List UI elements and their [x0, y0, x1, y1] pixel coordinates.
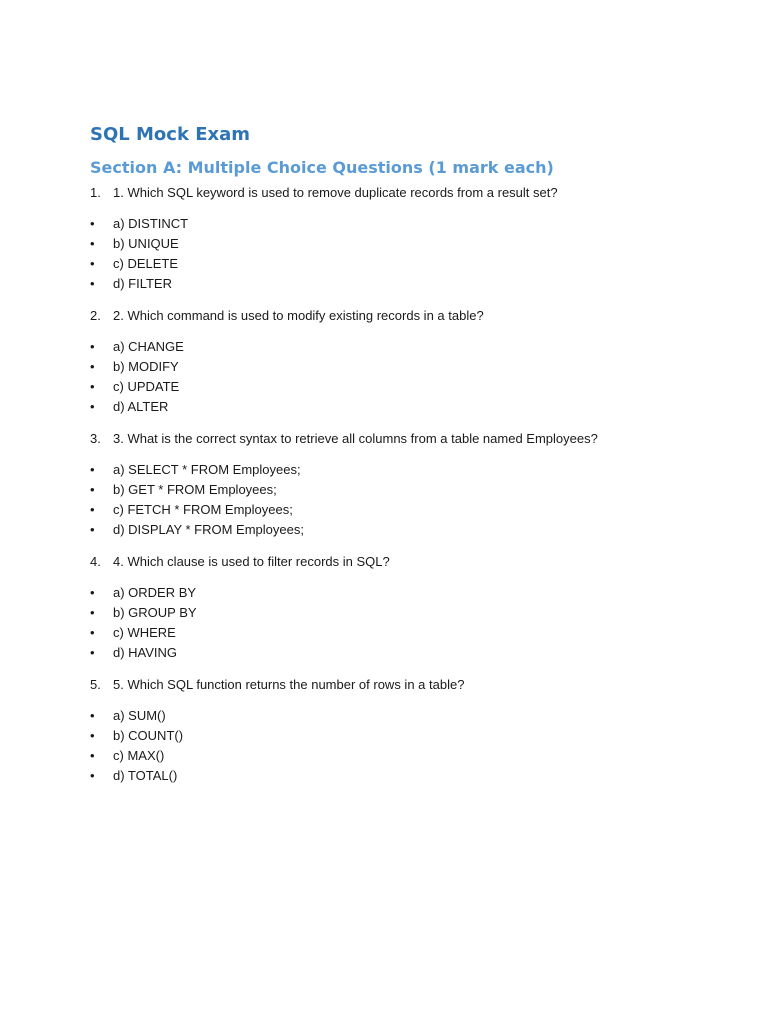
question-text: 4. Which clause is used to filter records in SQL? — [113, 554, 390, 569]
option-text: a) SUM() — [113, 708, 166, 723]
bullet-icon: • — [90, 522, 95, 537]
bullet-icon: • — [90, 728, 95, 743]
option-item — [90, 460, 710, 480]
option-item — [90, 500, 710, 520]
bullet-icon: • — [90, 359, 95, 374]
option-list — [90, 460, 710, 540]
question-text: 2. Which command is used to modify existing records in a table? — [113, 308, 484, 323]
question-block — [90, 676, 710, 786]
option-text: c) MAX() — [113, 748, 165, 763]
bullet-icon: • — [90, 502, 95, 517]
question-text: 1. Which SQL keyword is used to remove duplicate records from a result set? — [113, 185, 558, 200]
option-item — [90, 766, 710, 786]
bullet-icon: • — [90, 708, 95, 723]
bullet-icon: • — [90, 236, 95, 251]
bullet-icon: • — [90, 256, 95, 271]
option-text: d) FILTER — [113, 276, 172, 291]
option-text: c) DELETE — [113, 256, 179, 271]
bullet-icon: • — [90, 748, 95, 763]
option-text: d) TOTAL() — [113, 768, 178, 783]
document-title: SQL Mock Exam — [90, 124, 250, 145]
option-text: a) CHANGE — [113, 339, 184, 354]
bullet-icon: • — [90, 645, 95, 660]
question-number: 3. — [90, 431, 101, 446]
option-item — [90, 377, 710, 397]
option-item — [90, 214, 710, 234]
option-text: d) ALTER — [113, 399, 169, 414]
bullet-icon: • — [90, 482, 95, 497]
question-number: 4. — [90, 554, 101, 569]
option-item — [90, 623, 710, 643]
bullet-icon: • — [90, 625, 95, 640]
bullet-icon: • — [90, 768, 95, 783]
question-block — [90, 430, 710, 540]
section-heading: Section A: Multiple Choice Questions (1 mark each) — [90, 158, 554, 177]
question-block — [90, 184, 710, 294]
question-block — [90, 307, 710, 417]
option-item — [90, 274, 710, 294]
bullet-icon: • — [90, 399, 95, 414]
option-item — [90, 643, 710, 663]
question — [90, 430, 710, 448]
bullet-icon: • — [90, 379, 95, 394]
option-text: a) ORDER BY — [113, 585, 197, 600]
option-text: b) MODIFY — [113, 359, 179, 374]
option-list — [90, 583, 710, 663]
option-item — [90, 603, 710, 623]
option-text: a) DISTINCT — [113, 216, 189, 231]
bullet-icon: • — [90, 339, 95, 354]
option-item — [90, 746, 710, 766]
option-text: c) WHERE — [113, 625, 176, 640]
option-item — [90, 520, 710, 540]
question — [90, 307, 710, 325]
option-text: c) UPDATE — [113, 379, 180, 394]
question-text: 5. Which SQL function returns the number of rows in a table? — [113, 677, 465, 692]
option-item — [90, 726, 710, 746]
option-text: a) SELECT * FROM Employees; — [113, 462, 301, 477]
option-item — [90, 397, 710, 417]
option-text: d) DISPLAY * FROM Employees; — [113, 522, 304, 537]
option-item — [90, 480, 710, 500]
document-page — [90, 123, 710, 786]
option-item — [90, 357, 710, 377]
option-text: b) GET * FROM Employees; — [113, 482, 277, 497]
question-block — [90, 553, 710, 663]
option-text: d) HAVING — [113, 645, 178, 660]
question-text: 3. What is the correct syntax to retrieve all columns from a table named Employees? — [113, 431, 598, 446]
question-number: 5. — [90, 677, 101, 692]
question-number: 2. — [90, 308, 101, 323]
option-text: b) GROUP BY — [113, 605, 197, 620]
option-item — [90, 583, 710, 603]
option-text: c) FETCH * FROM Employees; — [113, 502, 293, 517]
question — [90, 676, 710, 694]
option-list — [90, 706, 710, 786]
bullet-icon: • — [90, 605, 95, 620]
question — [90, 553, 710, 571]
question-number: 1. — [90, 185, 101, 200]
question — [90, 184, 710, 202]
bullet-icon: • — [90, 216, 95, 231]
option-text: b) COUNT() — [113, 728, 184, 743]
bullet-icon: • — [90, 585, 95, 600]
question-list — [90, 184, 710, 786]
option-item — [90, 337, 710, 357]
option-item — [90, 234, 710, 254]
bullet-icon: • — [90, 276, 95, 291]
option-list — [90, 337, 710, 417]
bullet-icon: • — [90, 462, 95, 477]
option-item — [90, 254, 710, 274]
option-text: b) UNIQUE — [113, 236, 179, 251]
option-list — [90, 214, 710, 294]
option-item — [90, 706, 710, 726]
